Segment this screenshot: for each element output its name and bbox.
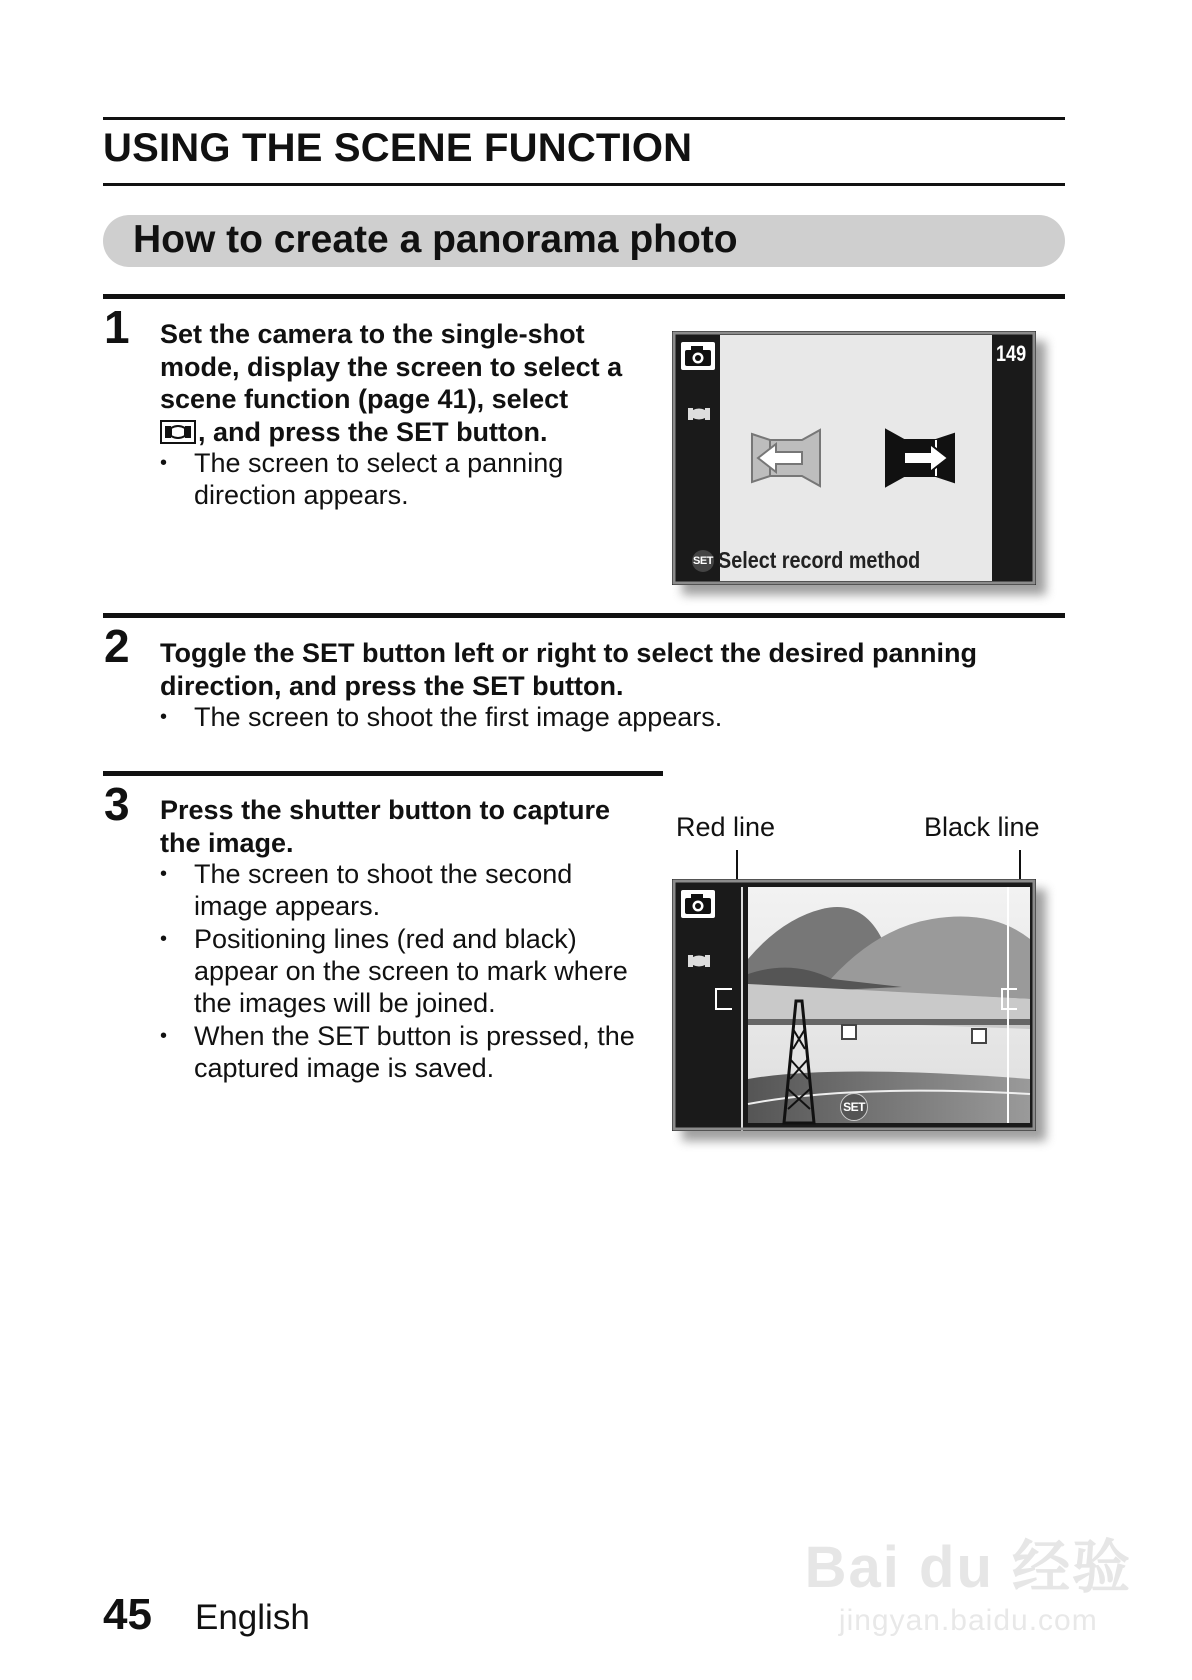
section-title: USING THE SCENE FUNCTION: [103, 126, 693, 170]
step-2-rule: [103, 613, 1065, 618]
step-1-rule: [103, 294, 1065, 299]
lcd-screen-select-direction: [672, 331, 1036, 585]
step-3-bullets: [160, 858, 650, 1085]
step-2-bullet: • The screen to shoot the first image appears.: [160, 701, 1020, 733]
set-badge: SET: [840, 1093, 868, 1121]
step-1-bullets: [160, 447, 630, 512]
lcd-screen-second-image: [672, 879, 1036, 1131]
step-1-instruction-text: Set the camera to the single-shot mode, display the screen to select a scene function (page 41), select: [160, 319, 623, 414]
step-2-bullets: [160, 701, 1020, 734]
step-1-instruction: [160, 318, 650, 448]
shots-remaining: 149: [996, 341, 1027, 366]
camera-mode-icon: [680, 889, 716, 919]
step-3-rule: [103, 771, 663, 776]
camera-mode-icon: [680, 341, 716, 371]
title-rule: [103, 183, 1065, 186]
select-record-method-prompt: Select record method: [718, 547, 921, 573]
watermark-logo: Bai du 经验: [804, 1535, 1132, 1600]
step-3-bullet: • Positioning lines (red and black) appear on the screen to mark where the images will be joined.: [160, 923, 650, 1019]
top-rule: [103, 117, 1065, 120]
step-2-number: 2: [104, 620, 130, 672]
step-3-bullet: • When the SET button is pressed, the captured image is saved.: [160, 1020, 650, 1084]
baidu-watermark: [805, 1520, 1132, 1638]
step-3-bullet: • The screen to shoot the second image appears.: [160, 858, 650, 922]
pan-left-arrow-icon: [750, 428, 822, 488]
panorama-mode-icon: [687, 406, 711, 422]
watermark-url: jingyan.baidu.com: [838, 1604, 1098, 1637]
red-line-callout: Red line: [676, 812, 776, 842]
step-1-number: 1: [104, 301, 130, 353]
black-line-callout: Black line: [924, 812, 1040, 842]
step-3-number: 3: [104, 778, 130, 830]
pan-right-arrow-icon: [884, 428, 956, 488]
step-1-bullet: • The screen to select a panning direction appears.: [160, 447, 630, 511]
step-2-instruction: Toggle the SET button left or right to select the desired panning direction, and press the SET button.: [160, 638, 978, 701]
set-badge: SET: [692, 550, 714, 572]
panorama-mode-icon: [687, 953, 711, 969]
step-1-instruction-end: , and press the SET button.: [198, 416, 548, 447]
step-3-instruction: Press the shutter button to capture the image.: [160, 795, 611, 858]
panorama-mode-icon: [160, 420, 196, 444]
page-subtitle: How to create a panorama photo: [133, 218, 738, 261]
page-number: 45: [103, 1590, 152, 1639]
page-language: English: [195, 1598, 310, 1637]
